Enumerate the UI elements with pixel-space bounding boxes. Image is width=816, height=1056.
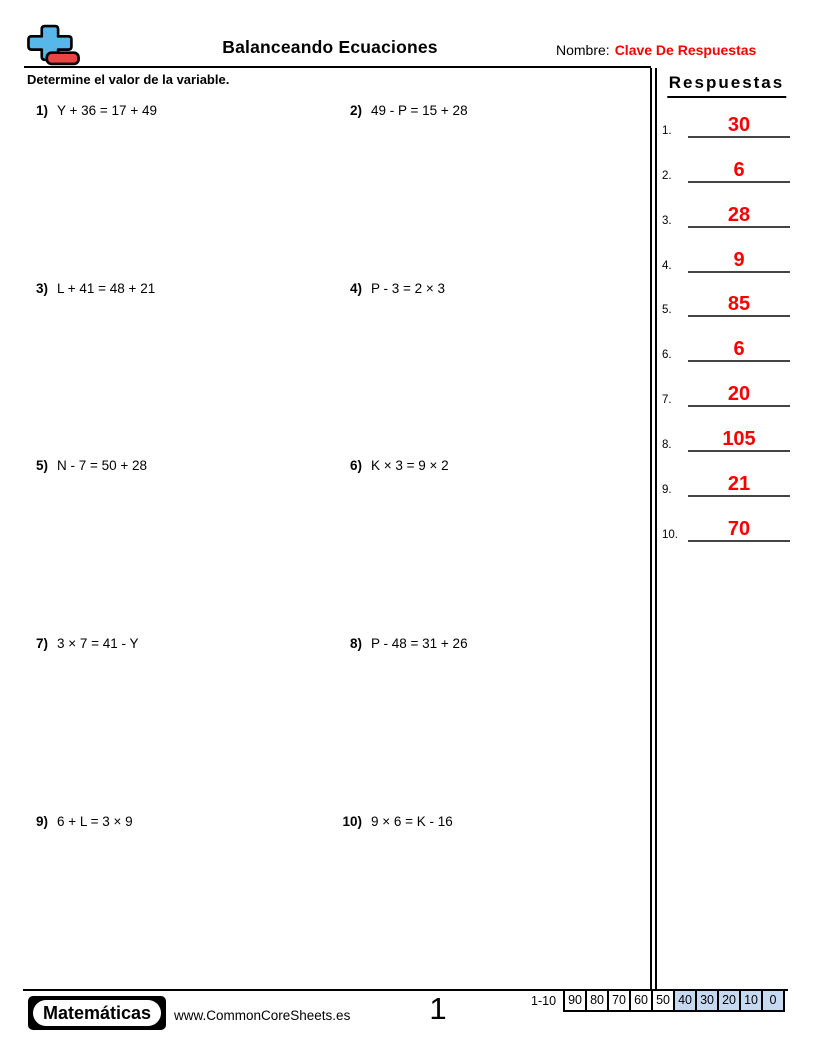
problem-item	[336, 814, 453, 829]
name-line	[556, 42, 756, 58]
problem-equation: K × 3 = 9 × 2	[371, 458, 449, 473]
score-cell: 30	[695, 989, 719, 1012]
brand-label: Matemáticas	[33, 1000, 161, 1026]
answer-row	[662, 326, 790, 362]
answer-number: 4.	[662, 259, 672, 272]
problem-equation: L + 41 = 48 + 21	[57, 281, 156, 296]
answer-row	[662, 237, 790, 273]
problem-equation: N - 7 = 50 + 28	[57, 458, 148, 473]
answer-row	[662, 281, 790, 317]
problem-item	[22, 636, 139, 651]
problem-number: 6)	[349, 458, 362, 473]
answer-row	[662, 147, 790, 183]
answer-number: 8.	[662, 438, 672, 451]
page-title: Balanceando Ecuaciones	[222, 37, 438, 57]
score-cell: 50	[651, 989, 675, 1012]
problem-equation: P - 3 = 2 × 3	[371, 281, 446, 296]
problem-number: 5)	[35, 458, 48, 473]
answer-number: 7.	[662, 393, 672, 406]
answer-number: 6.	[662, 348, 672, 361]
problem-item	[336, 103, 468, 118]
problem-number: 8)	[349, 636, 362, 651]
score-cell: 80	[585, 989, 609, 1012]
answers-panel	[650, 68, 796, 989]
problem-equation: 9 × 6 = K - 16	[371, 814, 453, 829]
score-cells	[563, 989, 785, 1012]
score-cell: 0	[761, 989, 785, 1012]
answer-value: 85	[688, 293, 790, 317]
problem-number: 2)	[349, 103, 362, 118]
problem-number: 9)	[35, 814, 48, 829]
score-table	[531, 989, 785, 1012]
answer-number: 9.	[662, 483, 672, 496]
page-number: 1	[429, 991, 447, 1026]
answer-number: 2.	[662, 169, 672, 182]
answer-value: 30	[688, 114, 790, 138]
problem-equation: 3 × 7 = 41 - Y	[57, 636, 139, 651]
score-cell: 40	[673, 989, 697, 1012]
answer-row	[662, 102, 790, 138]
answer-key-label: Clave De Respuestas	[614, 42, 757, 58]
answer-row	[662, 461, 790, 497]
answer-row	[662, 416, 790, 452]
name-label: Nombre:	[556, 42, 610, 58]
answer-value: 105	[688, 428, 790, 452]
answers-title: Respuestas	[667, 73, 786, 98]
answer-row	[662, 192, 790, 228]
answer-row	[662, 506, 790, 542]
answer-value: 21	[688, 473, 790, 497]
score-cell: 10	[739, 989, 763, 1012]
problem-number: 7)	[35, 636, 48, 651]
problem-number: 3)	[35, 281, 48, 296]
score-cell: 70	[607, 989, 631, 1012]
answer-value: 70	[688, 518, 790, 542]
answer-value: 6	[688, 338, 790, 362]
answer-number: 10.	[662, 528, 678, 541]
problem-number: 10)	[342, 814, 362, 829]
problem-number: 1)	[35, 103, 48, 118]
answer-value: 20	[688, 383, 790, 407]
answer-value: 28	[688, 204, 790, 228]
instruction-text: Determine el valor de la variable.	[27, 72, 230, 87]
answer-row	[662, 371, 790, 407]
brand-logo	[28, 996, 166, 1030]
score-cell: 60	[629, 989, 653, 1012]
answer-value: 6	[688, 159, 790, 183]
problem-item	[22, 103, 157, 118]
answer-number: 3.	[662, 214, 672, 227]
problem-item	[22, 281, 155, 296]
answer-number: 5.	[662, 303, 672, 316]
problem-item	[336, 281, 445, 296]
plus-minus-logo-icon	[24, 22, 82, 67]
score-cell: 20	[717, 989, 741, 1012]
problem-equation: 49 - P = 15 + 28	[371, 103, 468, 118]
problem-item	[336, 458, 449, 473]
problem-item	[22, 814, 133, 829]
website-link[interactable]: www.CommonCoreSheets.es	[174, 1008, 351, 1023]
score-cell: 90	[563, 989, 587, 1012]
problem-equation: Y + 36 = 17 + 49	[57, 103, 157, 118]
problem-number: 4)	[349, 281, 362, 296]
problem-equation: 6 + L = 3 × 9	[57, 814, 133, 829]
header-divider	[24, 66, 651, 68]
problem-item	[22, 458, 147, 473]
problem-item	[336, 636, 468, 651]
answer-value: 9	[688, 249, 790, 273]
problem-equation: P - 48 = 31 + 26	[371, 636, 468, 651]
score-range-label: 1-10	[531, 993, 557, 1008]
answer-number: 1.	[662, 124, 672, 137]
